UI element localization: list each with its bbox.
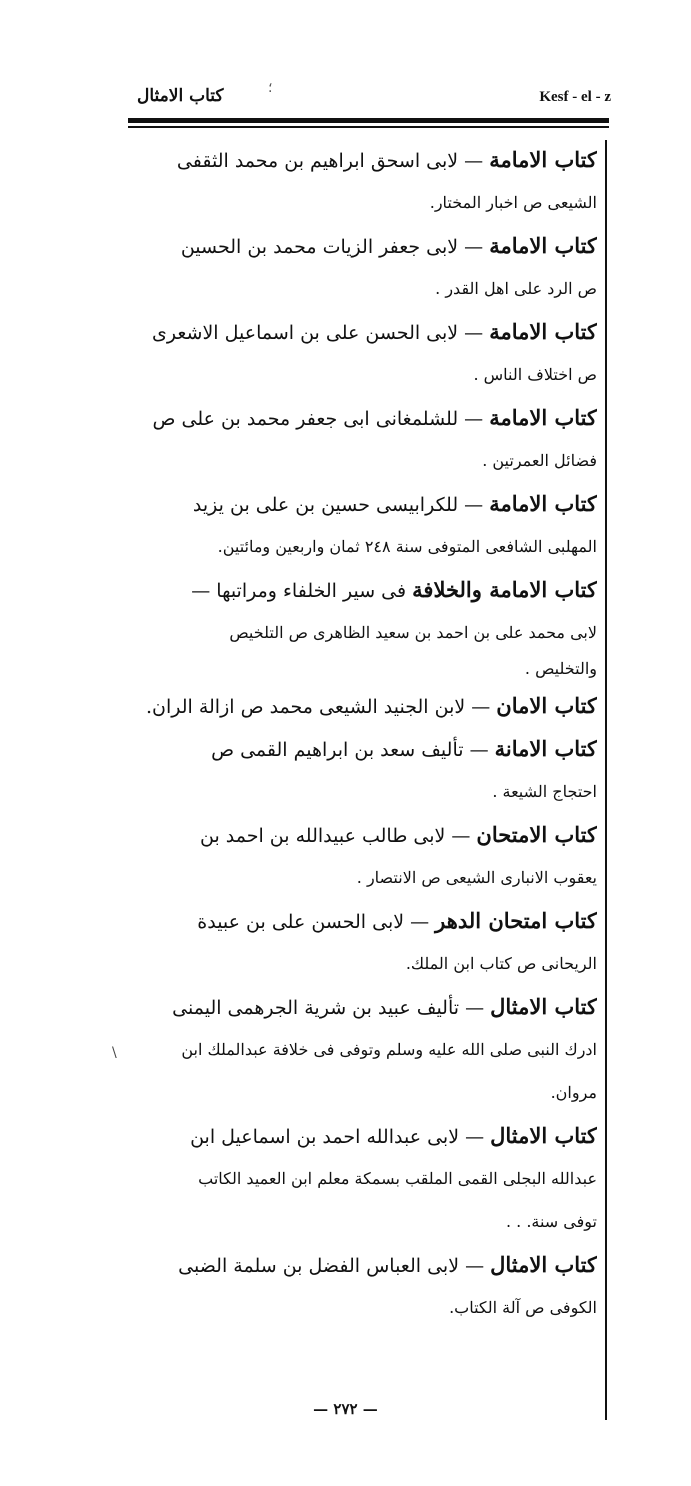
entry-attribution: — لابى عبدالله احمد بن اسماعيل ابن	[190, 1126, 491, 1148]
entry	[135, 727, 597, 813]
entry-attribution: — لابى الحسن على بن عبيدة	[197, 911, 436, 933]
entry	[135, 138, 597, 224]
entry	[135, 1114, 597, 1243]
entry-text-line: الشيعى ص اخبار المختار.	[429, 193, 597, 212]
entry-first-line	[135, 985, 597, 1028]
entry-title: كتاب الامامة	[489, 319, 597, 344]
entry-text-line: يعقوب الانبارى الشيعى ص الانتصار .	[356, 868, 597, 887]
entry-attribution: — تأليف سعد بن ابراهيم القمى ص	[211, 739, 495, 761]
entry-attribution: — لابى طالب عبيدالله بن احمد بن	[200, 825, 477, 847]
entry-text-line: ادرك النبى صلى الله عليه وسلم وتوفى فى خلافة عبدالملك ابن	[181, 1040, 597, 1059]
entry-text-line: الكوفى ص آلة الكتاب.	[449, 1298, 597, 1317]
entry-text-line: توفى سنة. . .	[505, 1212, 597, 1231]
entry-text-line: الريحانى ص كتاب ابن الملك.	[405, 954, 597, 973]
entry-first-line	[135, 396, 597, 439]
entry-attribution: — لابن الجنيد الشيعى محمد ص ازالة الران.	[145, 696, 497, 718]
entry	[135, 684, 597, 727]
entry-first-line	[135, 727, 597, 770]
entry-first-line	[135, 310, 597, 353]
header-rule-thick	[128, 118, 609, 123]
entry-title: كتاب الامامة	[489, 233, 597, 258]
entry-text-line: فضائل العمرتين .	[482, 451, 597, 470]
entry-title: كتاب الامامة	[489, 405, 597, 430]
entry-attribution: — للكرابيسى حسين بن على بن يزيد	[192, 494, 490, 516]
entry-first-line	[135, 138, 597, 181]
entry-attribution: — للشلمغانى ابى جعفر محمد بن على ص	[152, 408, 490, 430]
entry-text-line: مروان.	[550, 1083, 597, 1102]
entry-title: كتاب الامثال	[490, 1252, 597, 1277]
entry-attribution: — تأليف عبيد بن شرية الجرهمى اليمنى	[172, 997, 491, 1019]
entry-first-line	[135, 1114, 597, 1157]
entry	[135, 482, 597, 568]
margin-mark: \	[112, 1045, 117, 1061]
entry-text-line: المهلبى الشافعى المتوفى سنة ٢٤٨ ثمان واربعين ومائتين.	[217, 537, 597, 556]
entry-first-line	[135, 568, 597, 611]
entry-attribution: — لابى اسحق ابراهيم بن محمد الثقفى	[176, 150, 490, 172]
entry-title: كتاب الامامة والخلافة	[412, 577, 597, 602]
running-header-arabic: كتاب الامثال	[137, 86, 224, 106]
entry	[135, 568, 597, 684]
column-rule	[605, 140, 607, 1420]
entry-first-line	[135, 482, 597, 525]
entry-first-line	[135, 684, 597, 727]
entry	[135, 224, 597, 310]
entry-attribution: — لابى العباس الفضل بن سلمة الضبى	[178, 1255, 491, 1277]
entry-attribution: — لابى الحسن على بن اسماعيل الاشعرى	[152, 322, 490, 344]
entry	[135, 899, 597, 985]
entry-first-line	[135, 1243, 597, 1286]
entry-title: كتاب الامامة	[489, 147, 597, 172]
entry-title: كتاب الامثال	[490, 994, 597, 1019]
running-header-latin: Kesf - el - z	[539, 89, 611, 105]
entry-title: كتاب الامانة	[494, 736, 597, 761]
header-mark: ؛	[268, 80, 273, 96]
entries-column	[135, 138, 597, 1329]
entry	[135, 396, 597, 482]
entry-text-line: ص الرد على اهل القدر .	[435, 279, 597, 298]
entry-first-line	[135, 813, 597, 856]
entry-text-line: والتخليص .	[524, 659, 597, 678]
entry-title: كتاب الامامة	[489, 491, 597, 516]
entry	[135, 985, 597, 1114]
page-number: — ٢٧٢ —	[313, 1400, 378, 1418]
entry-attribution: فى سير الخلفاء ومراتبها —	[191, 580, 413, 602]
entry-text-line: ص اختلاف الناس .	[473, 365, 597, 384]
entry-text-line: لابى محمد على بن احمد بن سعيد الظاهرى ص التلخيص	[229, 623, 597, 642]
entry	[135, 1243, 597, 1329]
header-rule-thin	[128, 126, 609, 128]
entry-title: كتاب الامان	[496, 693, 597, 718]
entry-attribution: — لابى جعفر الزيات محمد بن الحسين	[180, 236, 490, 258]
entry	[135, 813, 597, 899]
entry-text-line: عبدالله البجلى القمى الملقب بسمكة معلم ابن العميد الكاتب	[198, 1169, 597, 1188]
entry	[135, 310, 597, 396]
entry-first-line	[135, 899, 597, 942]
entry-first-line	[135, 224, 597, 267]
entry-title: كتاب امتحان الدهر	[435, 908, 597, 933]
entry-title: كتاب الامثال	[490, 1123, 597, 1148]
entry-title: كتاب الامتحان	[476, 822, 597, 847]
entry-text-line: احتجاج الشيعة .	[492, 782, 597, 801]
